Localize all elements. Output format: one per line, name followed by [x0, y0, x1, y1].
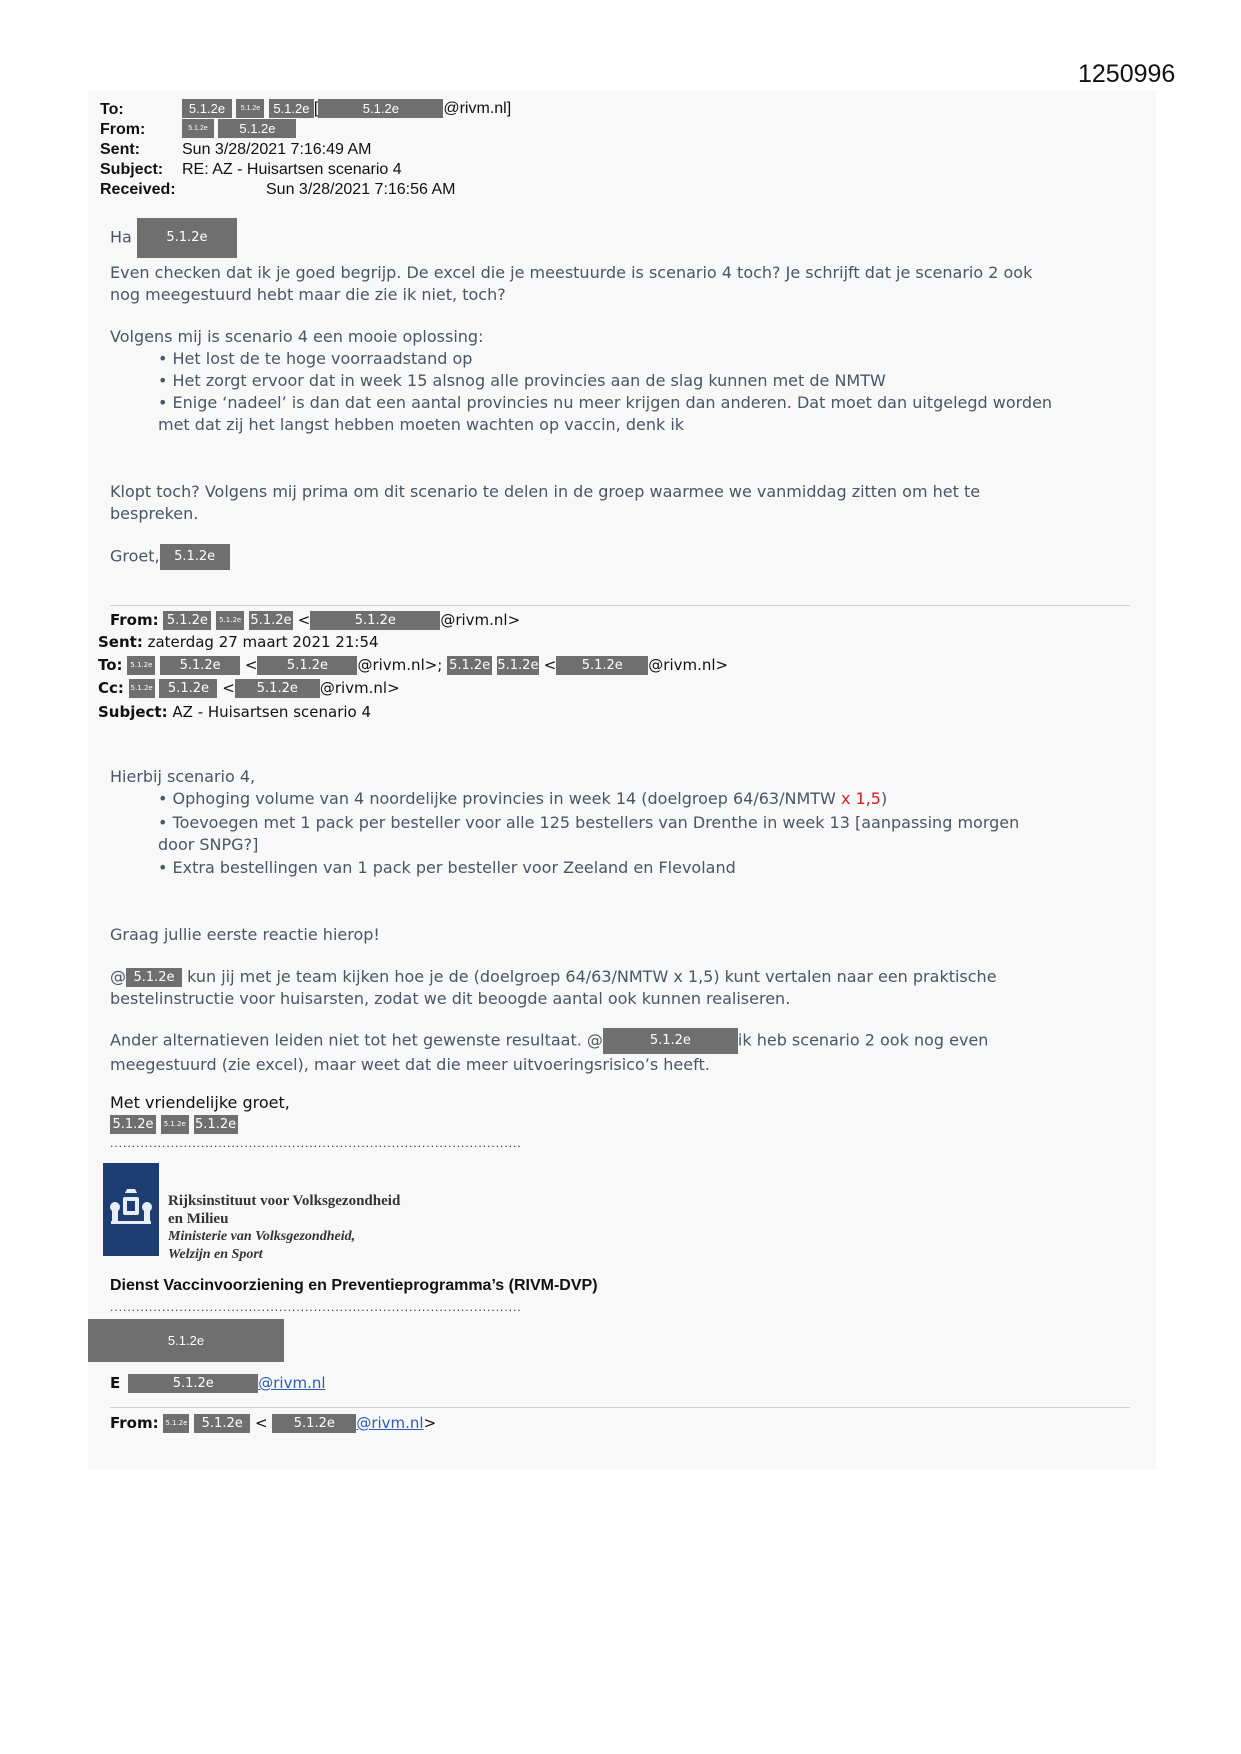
closing-text: Groet, — [110, 546, 160, 566]
redaction: 5.1.2e — [159, 679, 217, 698]
fwd-bullet3: • Extra bestellingen van 1 pack per besteller voor Zeeland en Flevoland — [158, 858, 736, 877]
at-sign: @ — [110, 967, 126, 986]
to-value — [182, 99, 511, 119]
crest-icon — [103, 1163, 159, 1256]
text-line: • Toevoegen met 1 pack per besteller voor alle 125 bestellers van Drenthe in week 13 [aanpassing morgen — [158, 813, 1020, 832]
subject-label: Subject: — [100, 161, 164, 178]
fwd-para-at — [110, 966, 997, 1010]
fwd-bullet1 — [158, 788, 887, 810]
redaction: 5.1.2e — [194, 1414, 250, 1433]
redaction: 5.1.2e — [269, 99, 314, 118]
text: kun jij met je team kijken hoe je de (doelgroep 64/63/NMTW x 1,5) kunt vertalen naar een praktische — [187, 967, 997, 986]
email-label: E — [110, 1374, 121, 1392]
redaction: 5.1.2e — [449, 658, 491, 673]
redaction: 5.1.2e — [272, 1414, 356, 1433]
redaction: 5.1.2e — [216, 611, 244, 630]
fwd-bullet2 — [158, 812, 1019, 856]
redaction: 5.1.2e — [556, 656, 648, 675]
fwd-to-domain: @rivm.nl>; — [357, 656, 443, 674]
fwd-para-alt — [110, 1028, 988, 1076]
fwd-cc-domain: @rivm.nl> — [319, 679, 400, 697]
angle: < — [254, 1414, 268, 1432]
text-line: Even checken dat ik je goed begrijp. De excel die je meestuurde is scenario 4 toch? Je schrijft dat je scenario 2 ook — [110, 263, 1033, 282]
signature-dots: ............................................................................................... — [110, 1136, 522, 1150]
received-value: Sun 3/28/2021 7:16:56 AM — [266, 181, 456, 198]
sender-name-redacted — [110, 1114, 238, 1134]
text-line: meegestuurd (zie excel), maar weet dat die meer uitvoeringsrisico’s heeft. — [110, 1055, 710, 1074]
fwd-from-row — [110, 610, 520, 630]
next-from-label: From: — [110, 1414, 159, 1432]
redaction: 5.1.2e — [163, 1414, 189, 1433]
separator-line — [110, 605, 1130, 606]
list-item: • Enige ‘nadeel’ is dan dat een aantal provincies nu meer krijgen dan anderen. Dat moet dan uitgelegd worden — [158, 393, 1053, 412]
redaction: 5.1.2e — [163, 611, 211, 630]
text-line — [110, 1028, 988, 1054]
redaction: 5.1.2e — [218, 119, 296, 138]
department-name: Dienst Vaccinvoorziening en Preventieprogramma’s (RIVM-DVP) — [110, 1277, 598, 1294]
fwd-cc-label: Cc: — [98, 679, 124, 697]
redaction: 5.1.2e — [127, 656, 155, 675]
redaction: 5.1.2e — [250, 613, 292, 628]
from-value — [182, 119, 296, 139]
text: Ander alternatieven leiden niet tot het gewenste resultaat. @ — [110, 1030, 603, 1050]
fwd-cc-row — [98, 678, 400, 698]
text-line: Klopt toch? Volgens mij prima om dit scenario te delen in de groep waarmee we vanmiddag zitten om het te — [110, 482, 981, 501]
text: ik heb scenario 2 ook nog even — [737, 1030, 989, 1050]
text-line: bestelinstructie voor huisarsten, zodat we dit beoogde aantal ook kunnen realiseren. — [110, 989, 791, 1008]
redaction: 5.1.2e — [195, 1117, 237, 1132]
bullet-text: ) — [880, 789, 888, 808]
fwd-from-label: From: — [110, 611, 159, 629]
next-from-row — [110, 1413, 436, 1433]
redaction: 5.1.2e — [110, 1115, 156, 1134]
redaction: 5.1.2e — [137, 218, 237, 258]
list-item: • Het lost de te hoge voorraadstand op — [158, 349, 473, 368]
text-line: door SNPG?] — [158, 835, 259, 854]
fwd-to-row — [98, 655, 728, 675]
sent-value: Sun 3/28/2021 7:16:49 AM — [182, 141, 372, 158]
org-name — [168, 1192, 400, 1228]
email-link[interactable]: @rivm.nl — [258, 1374, 326, 1392]
from-label: From: — [100, 121, 146, 138]
reply-closing — [110, 544, 230, 570]
bullet-text: • Ophoging volume van 4 noordelijke provincies in week 14 (doelgroep 64/63/NMTW — [158, 789, 836, 808]
fwd-sent-value: zaterdag 27 maart 2021 21:54 — [147, 633, 379, 651]
to-domain: @rivm.nl] — [443, 100, 512, 117]
fwd-reaction: Graag jullie eerste reactie hierop! — [110, 925, 380, 944]
angle: < — [543, 656, 557, 674]
to-bracket: [ — [313, 100, 319, 117]
redaction: 5.1.2e — [129, 679, 155, 698]
redaction: 5.1.2e — [182, 119, 214, 138]
fwd-subject-row — [98, 702, 371, 722]
bullet-highlight: x 1,5 — [840, 789, 881, 808]
reply-bullet3-cont: met dat zij het langst hebben moeten wachten op vaccin, denk ik — [158, 415, 685, 434]
subject-value: RE: AZ - Huisartsen scenario 4 — [182, 161, 402, 178]
angle: < — [244, 656, 258, 674]
email-row — [110, 1373, 326, 1393]
redaction: 5.1.2e — [126, 968, 182, 987]
text-line — [110, 966, 997, 988]
reply-intro: Volgens mij is scenario 4 een mooie oplossing: — [110, 327, 484, 346]
reply-para2 — [110, 481, 980, 525]
to-row — [100, 100, 124, 120]
redaction: 5.1.2e — [160, 544, 230, 570]
redaction: 5.1.2e — [160, 656, 240, 675]
list-item: • Het zorgt ervoor dat in week 15 alsnog alle provincies aan de slag kunnen met de NMTW — [158, 371, 886, 390]
angle: < — [222, 679, 235, 697]
redaction: 5.1.2e — [257, 656, 357, 675]
greeting-text: Ha — [110, 227, 132, 247]
ministry-line: Welzijn en Sport — [168, 1247, 263, 1262]
fwd-sent-label: Sent: — [98, 633, 143, 651]
ministry-line: Ministerie van Volksgezondheid, — [168, 1229, 356, 1244]
ministry-name — [168, 1228, 355, 1264]
text-line: bespreken. — [110, 504, 199, 523]
rivm-logo — [103, 1163, 159, 1256]
reply-greeting — [110, 218, 237, 258]
redaction: 5.1.2e — [603, 1028, 738, 1054]
angle: < — [297, 611, 311, 629]
redaction: 5.1.2e — [318, 99, 443, 118]
text-line: nog meegestuurd hebt maar die zie ik niet, toch? — [110, 285, 506, 304]
sent-label: Sent: — [100, 141, 140, 158]
fwd-closing: Met vriendelijke groet, — [110, 1093, 290, 1112]
org-line: en Milieu — [168, 1211, 229, 1227]
received-label: Received: — [100, 181, 176, 198]
redaction: 5.1.2e — [497, 658, 539, 673]
fwd-sent-row — [98, 632, 379, 652]
org-line: Rijksinstituut voor Volksgezondheid — [168, 1193, 401, 1209]
fwd-subject-value: AZ - Huisartsen scenario 4 — [172, 703, 372, 721]
separator-line — [110, 1407, 1130, 1408]
to-label: To: — [100, 101, 124, 118]
redaction: 5.1.2e — [128, 1374, 258, 1393]
fwd-from-domain: @rivm.nl> — [440, 611, 521, 629]
angle: > — [423, 1414, 437, 1432]
signature-dots: ............................................................................................... — [110, 1300, 522, 1314]
redaction: 5.1.2e — [161, 1115, 189, 1134]
redaction: 5.1.2e — [310, 611, 440, 630]
redaction: 5.1.2e — [88, 1319, 284, 1362]
reply-bullet-list — [158, 348, 1052, 414]
fwd-intro: Hierbij scenario 4, — [110, 767, 256, 786]
fwd-subject-label: Subject: — [98, 703, 168, 721]
redaction: 5.1.2e — [236, 99, 264, 118]
redaction: 5.1.2e — [182, 99, 232, 118]
next-from-link[interactable]: @rivm.nl — [356, 1414, 424, 1432]
document-number: 1250996 — [1078, 60, 1176, 88]
fwd-to-domain: @rivm.nl> — [648, 656, 729, 674]
reply-para1 — [110, 262, 1032, 306]
fwd-to-label: To: — [98, 656, 123, 674]
redaction: 5.1.2e — [235, 679, 320, 698]
